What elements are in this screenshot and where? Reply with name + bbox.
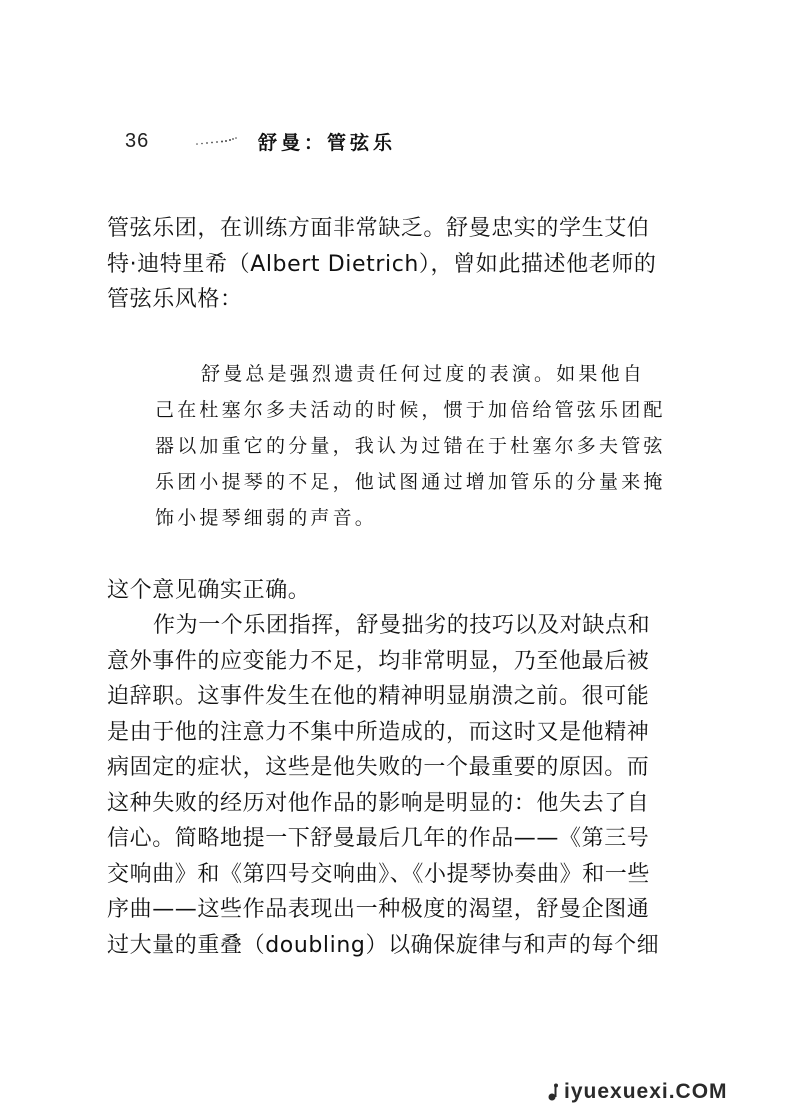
body-paragraph: 作为一个乐团指挥，舒曼拙劣的技巧以及对缺点和意外事件的应变能力不足，均非常明显，乃至他最后被迫辞职。这事件发生在他的精神明显崩溃之前。很可能是由于他的注意力不集中所造成的，而这时又是他精神病固定的症状，这些是他失败的一个最重要的原因。而这种失败的经历对他作品的影响是明显的：他失去了自信心。简略地提一下舒曼最后几年的作品——《第三号交响曲》和《第四号交响曲》、《小提琴协奏曲》和一些序曲——这些作品表现出一种极度的渴望，舒曼企图通过大量的重叠（doubling）以确保旋律与和声的每个细 <box>107 613 660 958</box>
page-number: 36 <box>125 130 150 152</box>
header-ornament <box>195 134 245 146</box>
body-paragraph: 这个意见确实正确。 <box>107 578 311 603</box>
body-paragraph: 管弦乐团，在训练方面非常缺乏。舒曼忠实的学生艾伯特·迪特里希（Albert Dietrich），曾如此描述他老师的管弦乐风格： <box>107 216 657 312</box>
watermark-text: iyuexuexi.COM <box>564 1080 728 1103</box>
block-quote: 舒曼总是强烈遗责任何过度的表演。如果他自己在杜塞尔多夫活动的时候，惯于加倍给管弦乐团配器以加重它的分量，我认为过错在于杜塞尔多夫管弦乐团小提琴的不足，他试图通过增加管乐的分量来掩饰小提琴细弱的声音。 <box>155 363 666 529</box>
note-icon <box>548 1083 562 1101</box>
running-head: 舒曼：管弦乐 <box>258 132 397 154</box>
site-watermark <box>548 1080 728 1104</box>
